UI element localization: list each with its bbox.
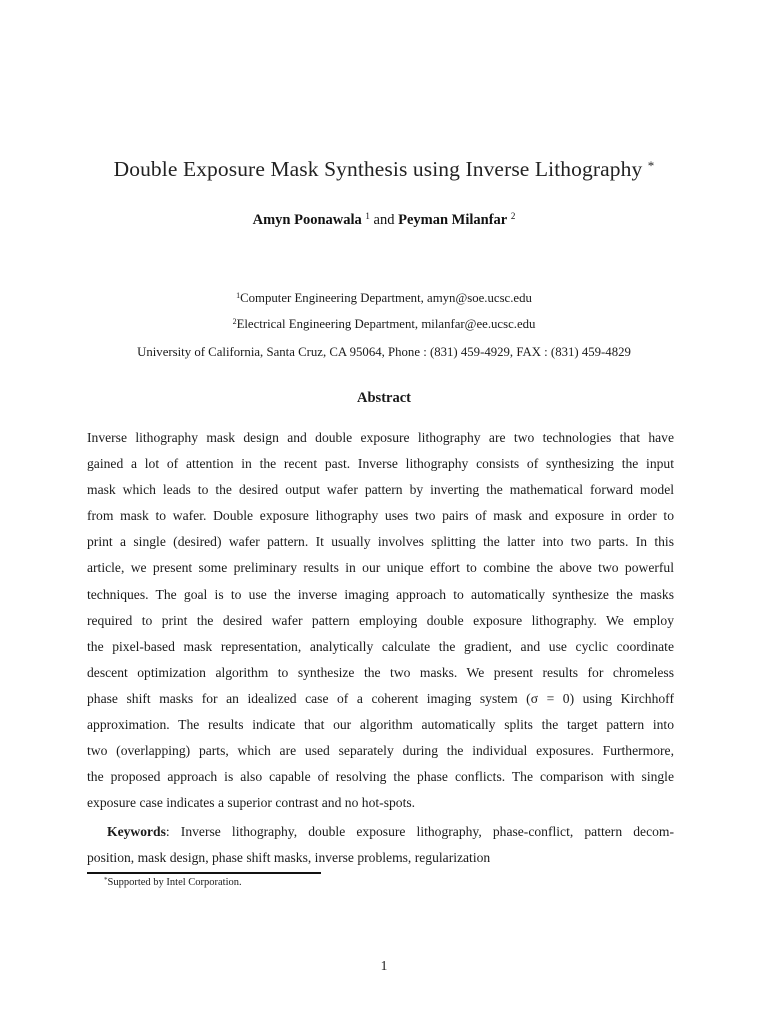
- abstract-line: approximation. The results indicate that our algorithm automatically splits the target pattern into: [87, 717, 674, 733]
- abstract-line: required to print the desired wafer pattern employing double exposure lithography. We employ: [87, 612, 674, 628]
- abstract-line: mask which leads to the desired output wafer pattern by inverting the mathematical forward model: [87, 482, 674, 498]
- author-affil-mark: 1: [365, 211, 370, 221]
- abstract-line: the pixel-based mask representation, analytically calculate the gradient, and use cyclic coordinate: [87, 638, 674, 654]
- footnote: [104, 876, 242, 888]
- title-footnote-mark: *: [647, 158, 655, 173]
- author-affil-mark: 2: [510, 211, 516, 221]
- paper-title: [0, 157, 768, 182]
- affiliation-text: Electrical Engineering Department, milanfar@ee.ucsc.edu: [236, 317, 536, 331]
- abstract-heading: Abstract: [357, 390, 411, 406]
- abstract-line: exposure case indicates a superior contrast and no hot-spots.: [87, 795, 416, 811]
- abstract-line: descent optimization algorithm to synthesize the two masks. We present results for chromeless: [87, 664, 674, 680]
- abstract-line: from mask to wafer. Double exposure lithography uses two pairs of mask and exposure in order to: [87, 508, 674, 524]
- author-name: Amyn Poonawala: [252, 212, 362, 228]
- institution-address: University of California, Santa Cruz, CA 95064, Phone : (831) 459-4929, FAX : (831) 459-4829: [137, 345, 631, 359]
- affiliation-1: [0, 291, 768, 306]
- affiliation-text: Computer Engineering Department, amyn@soe.ucsc.edu: [240, 291, 532, 305]
- keywords-text: : Inverse lithography, double exposure lithography, phase-conflict, pattern decom-: [165, 824, 674, 839]
- abstract-line: Inverse lithography mask design and double exposure lithography are two technologies that have: [87, 430, 674, 445]
- keywords-block: [87, 819, 674, 871]
- paper-title-text: Double Exposure Mask Synthesis using Inverse Lithography: [113, 157, 643, 181]
- keywords-label: Keywords: [107, 824, 166, 839]
- affiliation-mark: 1: [236, 291, 241, 300]
- page-number: 1: [380, 958, 388, 973]
- abstract-line: phase shift masks for an idealized case of a coherent imaging system (σ = 0) using Kirchhoff: [87, 690, 674, 706]
- author-name: Peyman Milanfar: [398, 212, 508, 228]
- abstract-line: print a single (desired) wafer pattern. It usually involves splitting the latter into two parts. In this: [87, 534, 674, 550]
- affiliation-2: [0, 317, 768, 332]
- keywords-line: [87, 819, 674, 845]
- author-conjunction: and: [373, 212, 395, 228]
- footnote-text: Supported by Intel Corporation.: [107, 877, 242, 888]
- abstract-line: gained a lot of attention in the recent past. Inverse lithography consists of synthesizing the input: [87, 456, 674, 472]
- abstract-line: two (overlapping) parts, which are used separately during the individual exposures. Furthermore,: [87, 743, 674, 759]
- footnote-mark: *: [104, 876, 108, 884]
- affiliation-mark: 2: [232, 317, 237, 326]
- abstract-line: techniques. The goal is to use the inverse imaging approach to automatically synthesize the masks: [87, 586, 674, 602]
- keywords-line: position, mask design, phase shift masks, inverse problems, regularization: [87, 850, 491, 866]
- abstract-line: the proposed approach is also capable of resolving the phase conflicts. The comparison with single: [87, 769, 674, 785]
- abstract-body: [87, 425, 674, 816]
- abstract-line: article, we present some preliminary results in our unique effort to combine the above two powerful: [87, 560, 674, 576]
- author-line: [0, 211, 768, 229]
- footnote-rule: [87, 872, 321, 874]
